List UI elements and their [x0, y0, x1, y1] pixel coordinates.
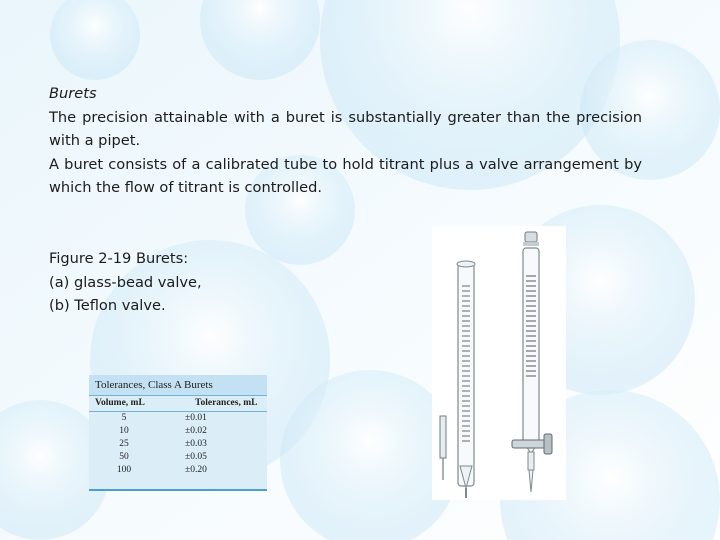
figure-caption	[49, 247, 202, 318]
cell-volume: 5	[121, 413, 127, 423]
teflon-valve-buret	[512, 232, 552, 492]
cell-tolerance: ±0.20	[185, 465, 207, 475]
caption-line-3: (b) Teflon valve.	[49, 297, 166, 314]
cell-tolerance: ±0.01	[185, 413, 207, 423]
table-row	[89, 425, 267, 438]
cell-tolerance: ±0.02	[185, 426, 207, 436]
glass-bead-buret	[440, 261, 475, 498]
buret-figure	[432, 226, 566, 500]
table-row	[89, 451, 267, 464]
table-title: Tolerances, Class A Burets	[89, 375, 267, 396]
table-row	[89, 438, 267, 451]
buret-illustration	[432, 226, 566, 500]
table-row	[89, 412, 267, 425]
cell-volume: 25	[119, 439, 129, 449]
paragraph-precision: The precision attainable with a buret is substantially greater than the precision with a pipet.	[49, 108, 642, 149]
cell-tolerance: ±0.03	[185, 439, 207, 449]
cell-tolerance: ±0.05	[185, 452, 207, 462]
cell-volume: 10	[119, 426, 129, 436]
cell-volume: 50	[119, 452, 129, 462]
slide-title: Burets	[49, 85, 97, 102]
cell-volume: 100	[116, 465, 132, 475]
caption-line-2: (a) glass-bead valve,	[49, 273, 202, 291]
body-text	[49, 82, 642, 200]
table-header	[89, 396, 267, 412]
paragraph-definition: A buret consists of a calibrated tube to hold titrant plus a valve arrangement by which the flow of titrant is controlled.	[49, 155, 642, 196]
table-row	[89, 464, 267, 477]
caption-line-1: Figure 2-19 Burets:	[49, 250, 189, 267]
tolerance-table	[89, 375, 267, 491]
header-volume: Volume, mL	[95, 398, 145, 408]
header-tolerance: Tolerances, mL	[195, 398, 258, 408]
